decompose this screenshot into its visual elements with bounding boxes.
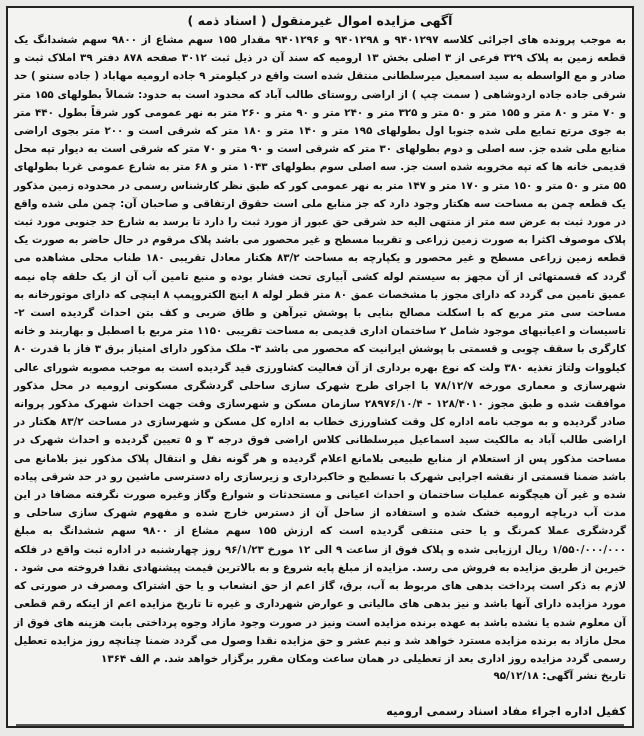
signature-line: کفیل اداره اجراء مفاد اسناد رسمی ارومیه [386,704,626,718]
notice-title: آگهی مزایده اموال غیرمنقول ( اسناد ذمه ) [187,13,453,28]
notice-body: به موجب پرونده های اجرائی کلاسه ۹۴۰۱۲۹۷ و ۹۴۰۱۲۹۸ و ۹۴۰۱۲۹۶ مقدار ۱۵۵ سهم مشاع از ۹۸۰۰ سهم ششدانگ یک قطعه زمین به پلاک ۳۲۹ فرعی از ۳ اصلی بخش ۱۳ ارومیه که سند آن در ذیل ثبت ۳۰۱۲ صفحه ۸۷۸ دفتر ۳۹ املاک ثبت و صادر و مع الواسطه به سید اسمعیل میرسلطانی منتقل شده است واقع در کیلومتر ۹ جاده ارومیه مهاباد ( جاده سنتو ) حد شرقی جاده جاده اردوشاهی ( سمت چپ ) از اراضی روستای طالب آباد که محدود است به حدود: شمالاً بطولهای ۱۵۵ متر و ۷۰ متر و ۸۰ متر و ۱۵۵ متر و ۵۰ متر و ۳۲۵ متر و ۲۴۰ متر و ۹۰ متر و ۲۶۰ متر به نهر عمومی کور شرقاً بطول ۴۴۰ متر به جوی مرتع تمایع ملی شده جنوبا اول بطولهای ۱۹۵ متر و ۱۴۰ متر و ۱۸۰ متر که شرقی است و ۲۰۰ متر بجوی اراضی منابع ملی شده جز. سه اصلی و دوم بطولهای ۳۰ متر که شرقی است و ۹۰ متر و ۷۰ متر که شرقی است به دیوار تپه محل قدیمی خانه ها که تپه مخروبه شده است جز. سه اصلی سوم بطولهای ۱۰۴۳ متر و ۶۸ متر به شارع عمومی غربا بطولهای ۵۵ متر و ۵۰ متر و ۱۵۰ متر و ۱۷۰ متر و ۱۴۷ متر به نهر عمومی کور که طبق نظر کارشناس رسمی در محدوده زمین مذکور یک قطعه چمن به مساحت سه هکتار وجود دارد که جز منابع ملی است حقوق ارتفاقی و صاحبان آن: چمن ملی شده واقع در مورد ثبت به عرض سه متر از منتهی الیه حد شرقی حق عبور از مورد ثبت را دارد تا برسد به شارع حد جنوبی مورد ثبت پلاک موصوف اکثرا به صورت زمین زراعی و تقریبا مسطح و غیر محصور می باشد پلاک مرقوم در حال حاضر به صورت یک قطعه زمین زراعی مسطح و غیر محصور و یکپارچه به مساحت ۸۳/۲ هکتار معادل تقریبی ۱۸۰ طناب محلی مشاهده می گردد که قسمتهائی از آن مجهز به سیستم لوله کشی آبیاری تحت فشار بوده و منبع تامین آب آن از یک حلقه چاه نیمه عمیق تامین می گردد که دارای مجوز با مشخصات عمق ۸۰ متر قطر لوله ۸ اینچ الکتروپمپ ۸ اینچی که دارای موتورخانه به مساحت سی متر مربع که با اسکلت مصالح بنایی با پوشش تیرآهن و طاق ضربی و کف بتن احداث گردیده است ۲- تاسیسات و اعیانیهای موجود شامل ۲ ساختمان اداری قدیمی به مساحت تقریبی ۱۱۵۰ متر مربع با اصطبل و بهاربند و خانه کارگری با سقف چوبی و قسمتی با پوشش ایرانیت که محصور می باشد ۳- ملک مذکور دارای امتیاز برق ۳ فاز با قدرت ۸۰ کیلووات ولتاژ تغذیه ۳۸۰ ولت که نوع بهره برداری از آن فعالیت کشاورزی قید گردیده است به موجب مصوبه شورای عالی شهرسازی و معماری مورخه ۷۸/۱۲/۷ با اجرای طرح شهرک سازی ساحلی گردشگری مسکونی ارومیه در محل مذکور موافقت شده و طبق مجوز ۱۲۸/۴۰۱۰ - ۲۸۹۷۶/۱۰/۴ سازمان مسکن و شهرسازی وقت جهت احداث شهرک مذکور پروانه صادر گردیده و به موجب نامه اداره کل وقت کشاورزی خطاب به اداره کل مسکن و شهرسازی در مساحت ۸۳/۲ هکتار در اراضی طالب آباد به مالکیت سید اسماعیل میرسلطانی کلاس اراضی فوق درجه ۳ و ۵ تعیین گردیده و احداث شهرک در مساحت مذکور پس از استعلام از منابع طبیعی بلامانع اعلام گردیده و هر گونه نقل و انتقال پلاک مذکور نیز بلامانع می باشد ضمنا قسمتی از نقشه اجرایی شهرک با تسطیح و خاکبرداری و زیرسازی راه دسترسی ماشین رو در حد شرقی پیاده شده و غیر آن هیچگونه عملیات ساختمان و احداث اعیانی و مستحدثات و شوارع وگاز وغیره صورت نگرفته مضافا در این مدت آب دریاچه ارومیه خشک شده و استفاده از ساحل آن از دسترس خارج شده و مفهوم شهرک سازی ساحلی و گردشگری عملا کمرنگ و یا حتی منتفی گردیده است که ارزش ۱۵۵ سهم مشاع از ۹۸۰۰ سهم ششدانگ به مبلغ ۱/۵۵۰/۰۰۰/۰۰۰ ریال ارزیابی شده و پلاک فوق از ساعت ۹ الی ۱۲ مورخ ۹۶/۱/۲۳ روز چهارشنبه در اداره ثبت واقع در فلکه خیرین از طریق مزایده به فروش می رسد. مزایده از مبلغ پایه شروع و به بالاترین قیمت پیشنهادی نقدا فروخته می شود . لازم به ذکر است پرداخت بدهی های مربوط به آب، برق، گاز اعم از حق انشعاب و یا حق اشتراک ومصرف در صورتی که مورد مزایده دارای آنها باشد و نیز بدهی های مالیاتی و عوارض شهرداری و غیره تا تاریخ مزایده اعم از اینکه رقم قطعی آن معلوم شده یا نشده باشد به عهده برنده مزایده است ونیز در صورت وجود مازاد وجوه پرداختی بابت هزینه های فوق از محل مازاد به برنده مزایده مسترد خواهد شد و نیم عشر و حق مزایده نقدا وصول می گردد ضمنا چنانچه روز مزایده تعطیل رسمی گردد مزایده روز اداری بعد از تعطیلی در همان ساعت ومکان مقرر برگزار خواهد شد. م الف ۱۳۶۴ [14,34,627,665]
notice-page [6,6,634,728]
publish-date: تاریخ نشر آگهی: ۹۵/۱۲/۱۸ [493,670,626,683]
bottom-rule [16,724,624,726]
